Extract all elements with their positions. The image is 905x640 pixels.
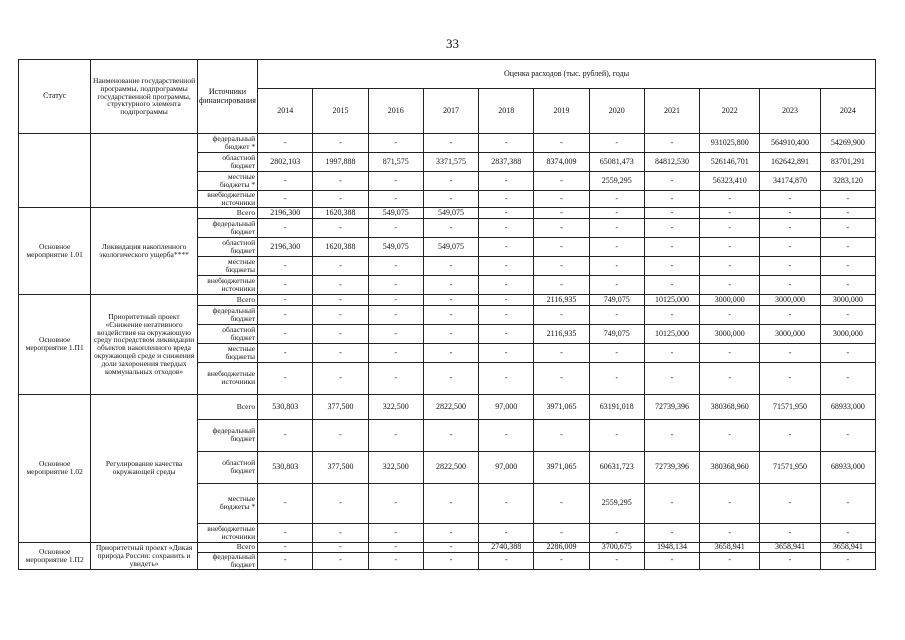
value-cell: - bbox=[534, 523, 589, 542]
row-name bbox=[91, 134, 197, 208]
value-cell: - bbox=[258, 134, 313, 153]
value-cell: - bbox=[700, 343, 760, 362]
value-cell: - bbox=[368, 343, 423, 362]
value-cell: 2196,300 bbox=[258, 207, 313, 218]
value-cell: 3971,065 bbox=[534, 394, 589, 419]
value-cell: - bbox=[258, 483, 313, 523]
row-source: федеральный бюджет bbox=[197, 218, 257, 237]
value-cell: 380368,960 bbox=[700, 451, 760, 483]
value-cell: - bbox=[760, 237, 820, 256]
row-source: областной бюджет bbox=[197, 237, 257, 256]
value-cell: - bbox=[820, 483, 875, 523]
value-cell: 8374,009 bbox=[534, 153, 589, 172]
value-cell: - bbox=[368, 275, 423, 294]
value-cell: - bbox=[644, 191, 699, 208]
value-cell: - bbox=[423, 523, 478, 542]
value-cell: - bbox=[313, 483, 368, 523]
value-cell: - bbox=[589, 523, 644, 542]
value-cell: - bbox=[423, 362, 478, 394]
value-cell: - bbox=[820, 218, 875, 237]
row-status: Основное мероприятие 1.01 bbox=[19, 207, 91, 294]
value-cell: - bbox=[589, 237, 644, 256]
value-cell: - bbox=[258, 552, 313, 569]
value-cell: 3000,000 bbox=[820, 324, 875, 343]
value-cell: - bbox=[313, 343, 368, 362]
value-cell: 2559,295 bbox=[589, 172, 644, 191]
row-source: местные бюджеты * bbox=[197, 172, 257, 191]
value-cell: - bbox=[760, 552, 820, 569]
row-source: федеральный бюджет bbox=[197, 305, 257, 324]
table-row bbox=[19, 207, 876, 218]
value-cell: - bbox=[644, 275, 699, 294]
header-year: 2023 bbox=[760, 89, 820, 134]
value-cell: - bbox=[423, 275, 478, 294]
value-cell: - bbox=[423, 172, 478, 191]
value-cell: - bbox=[368, 218, 423, 237]
value-cell: 526146,701 bbox=[700, 153, 760, 172]
value-cell: 2286,009 bbox=[534, 542, 589, 552]
row-name: Регулирование качества окружающей среды bbox=[91, 394, 197, 542]
value-cell: - bbox=[700, 419, 760, 451]
value-cell: - bbox=[313, 256, 368, 275]
value-cell: 68933,000 bbox=[820, 394, 875, 419]
value-cell: - bbox=[368, 542, 423, 552]
row-source: внебюджетные источники bbox=[197, 523, 257, 542]
value-cell: 54269,900 bbox=[820, 134, 875, 153]
value-cell: - bbox=[423, 305, 478, 324]
value-cell: - bbox=[820, 343, 875, 362]
value-cell: - bbox=[313, 218, 368, 237]
value-cell: - bbox=[313, 523, 368, 542]
value-cell: 63191,018 bbox=[589, 394, 644, 419]
row-source: федеральный бюджет * bbox=[197, 134, 257, 153]
value-cell: 84812,530 bbox=[644, 153, 699, 172]
value-cell: - bbox=[313, 542, 368, 552]
value-cell: - bbox=[820, 305, 875, 324]
value-cell: - bbox=[479, 324, 534, 343]
value-cell: - bbox=[479, 294, 534, 305]
value-cell: - bbox=[760, 483, 820, 523]
value-cell: - bbox=[589, 134, 644, 153]
value-cell: - bbox=[760, 218, 820, 237]
header-year: 2019 bbox=[534, 89, 589, 134]
value-cell: - bbox=[644, 343, 699, 362]
value-cell: - bbox=[534, 305, 589, 324]
header-name: Наименование государственной программы, подпрограммы государственной программы, структурного элемента подпрограммы bbox=[91, 60, 197, 134]
value-cell: 549,075 bbox=[423, 207, 478, 218]
value-cell: 3658,941 bbox=[760, 542, 820, 552]
value-cell: - bbox=[820, 523, 875, 542]
row-source: Всего bbox=[197, 294, 257, 305]
value-cell: - bbox=[589, 191, 644, 208]
row-source: местные бюджеты bbox=[197, 343, 257, 362]
value-cell: - bbox=[700, 218, 760, 237]
value-cell: 68933,000 bbox=[820, 451, 875, 483]
value-cell: 60631,723 bbox=[589, 451, 644, 483]
table-body bbox=[19, 134, 876, 570]
value-cell: 162642,891 bbox=[760, 153, 820, 172]
value-cell: - bbox=[589, 207, 644, 218]
value-cell: - bbox=[313, 294, 368, 305]
value-cell: - bbox=[760, 419, 820, 451]
value-cell: - bbox=[820, 256, 875, 275]
value-cell: - bbox=[313, 275, 368, 294]
header-sources: Источники финансирования bbox=[197, 60, 257, 134]
value-cell: 3000,000 bbox=[700, 324, 760, 343]
value-cell: - bbox=[258, 542, 313, 552]
value-cell: - bbox=[820, 419, 875, 451]
value-cell: - bbox=[760, 523, 820, 542]
value-cell: 1620,388 bbox=[313, 207, 368, 218]
header-year: 2024 bbox=[820, 89, 875, 134]
value-cell: - bbox=[479, 483, 534, 523]
value-cell: - bbox=[368, 419, 423, 451]
value-cell: - bbox=[313, 172, 368, 191]
value-cell: - bbox=[479, 523, 534, 542]
value-cell: - bbox=[258, 256, 313, 275]
value-cell: - bbox=[820, 275, 875, 294]
value-cell: - bbox=[534, 134, 589, 153]
value-cell: - bbox=[644, 218, 699, 237]
value-cell: 549,075 bbox=[368, 237, 423, 256]
value-cell: - bbox=[258, 218, 313, 237]
value-cell: 72739,396 bbox=[644, 451, 699, 483]
value-cell: - bbox=[700, 275, 760, 294]
value-cell: 10125,000 bbox=[644, 324, 699, 343]
value-cell: - bbox=[368, 362, 423, 394]
value-cell: - bbox=[423, 191, 478, 208]
value-cell: - bbox=[258, 362, 313, 394]
value-cell: - bbox=[258, 294, 313, 305]
row-source: Всего bbox=[197, 542, 257, 552]
value-cell: - bbox=[644, 134, 699, 153]
value-cell: - bbox=[700, 237, 760, 256]
value-cell: - bbox=[534, 237, 589, 256]
value-cell: - bbox=[644, 305, 699, 324]
value-cell: - bbox=[760, 362, 820, 394]
row-status: Основное мероприятие 1.П1 bbox=[19, 294, 91, 394]
value-cell: - bbox=[820, 552, 875, 569]
value-cell: - bbox=[368, 191, 423, 208]
value-cell: - bbox=[589, 362, 644, 394]
value-cell: - bbox=[534, 483, 589, 523]
value-cell: 34174,870 bbox=[760, 172, 820, 191]
value-cell: - bbox=[534, 191, 589, 208]
value-cell: - bbox=[479, 218, 534, 237]
value-cell: - bbox=[760, 256, 820, 275]
value-cell: - bbox=[368, 523, 423, 542]
row-source: областной бюджет bbox=[197, 451, 257, 483]
value-cell: 3971,065 bbox=[534, 451, 589, 483]
value-cell: - bbox=[589, 305, 644, 324]
value-cell: - bbox=[820, 207, 875, 218]
value-cell: - bbox=[313, 191, 368, 208]
value-cell: - bbox=[644, 172, 699, 191]
value-cell: - bbox=[589, 552, 644, 569]
value-cell: - bbox=[368, 483, 423, 523]
value-cell: - bbox=[479, 207, 534, 218]
value-cell: - bbox=[534, 172, 589, 191]
value-cell: - bbox=[589, 275, 644, 294]
value-cell: - bbox=[820, 191, 875, 208]
table-row bbox=[19, 134, 876, 153]
value-cell: 3283,120 bbox=[820, 172, 875, 191]
row-name: Приоритетный проект «Дикая природа России: сохранить и увидеть» bbox=[91, 542, 197, 569]
table-header bbox=[19, 60, 876, 134]
header-year: 2018 bbox=[479, 89, 534, 134]
value-cell: - bbox=[479, 362, 534, 394]
value-cell: - bbox=[423, 294, 478, 305]
value-cell: - bbox=[760, 275, 820, 294]
value-cell: 3658,941 bbox=[700, 542, 760, 552]
row-name: Ликвидация накопленного экологического ущерба**** bbox=[91, 207, 197, 294]
value-cell: - bbox=[258, 305, 313, 324]
value-cell: - bbox=[479, 275, 534, 294]
value-cell: 2822,500 bbox=[423, 394, 478, 419]
table-row bbox=[19, 542, 876, 552]
row-status: Основное мероприятие 1.П2 bbox=[19, 542, 91, 569]
value-cell: - bbox=[423, 483, 478, 523]
value-cell: - bbox=[534, 218, 589, 237]
value-cell: 1948,134 bbox=[644, 542, 699, 552]
value-cell: 97,000 bbox=[479, 451, 534, 483]
value-cell: 65081,473 bbox=[589, 153, 644, 172]
value-cell: 549,075 bbox=[368, 207, 423, 218]
row-source: федеральный бюджет bbox=[197, 419, 257, 451]
value-cell: 749,075 bbox=[589, 324, 644, 343]
header-estimate: Оценка расходов (тыс. рублей), годы bbox=[258, 60, 876, 89]
value-cell: 931025,800 bbox=[700, 134, 760, 153]
row-source: внебюджетные источники bbox=[197, 191, 257, 208]
value-cell: - bbox=[368, 134, 423, 153]
row-status bbox=[19, 134, 91, 208]
value-cell: - bbox=[589, 256, 644, 275]
value-cell: - bbox=[760, 191, 820, 208]
value-cell: 2196,300 bbox=[258, 237, 313, 256]
value-cell: 72739,396 bbox=[644, 394, 699, 419]
page-number: 33 bbox=[446, 36, 459, 51]
value-cell: 71571,950 bbox=[760, 394, 820, 419]
value-cell: - bbox=[760, 343, 820, 362]
value-cell: - bbox=[479, 256, 534, 275]
value-cell: 3000,000 bbox=[820, 294, 875, 305]
value-cell: 83701,291 bbox=[820, 153, 875, 172]
value-cell: - bbox=[423, 134, 478, 153]
header-year: 2020 bbox=[589, 89, 644, 134]
value-cell: - bbox=[479, 191, 534, 208]
header-year: 2022 bbox=[700, 89, 760, 134]
value-cell: 322,500 bbox=[368, 451, 423, 483]
value-cell: - bbox=[258, 172, 313, 191]
value-cell: - bbox=[700, 191, 760, 208]
value-cell: - bbox=[644, 419, 699, 451]
value-cell: - bbox=[258, 275, 313, 294]
header-status: Статус bbox=[19, 60, 91, 134]
header-year: 2017 bbox=[423, 89, 478, 134]
value-cell: 3000,000 bbox=[760, 324, 820, 343]
header-year: 2015 bbox=[313, 89, 368, 134]
row-name: Приоритетный проект «Снижение негативного воздействия на окружающую среду посредством ликвидации объектов накопленного вреда окружающей среде и снижения доли захоронения твердых коммунальных отходов» bbox=[91, 294, 197, 394]
value-cell: - bbox=[534, 419, 589, 451]
value-cell: - bbox=[368, 172, 423, 191]
header-year: 2021 bbox=[644, 89, 699, 134]
value-cell: 377,500 bbox=[313, 451, 368, 483]
value-cell: - bbox=[644, 362, 699, 394]
value-cell: - bbox=[258, 324, 313, 343]
value-cell: - bbox=[313, 134, 368, 153]
value-cell: - bbox=[534, 362, 589, 394]
value-cell: - bbox=[589, 419, 644, 451]
value-cell: - bbox=[644, 256, 699, 275]
value-cell: 380368,960 bbox=[700, 394, 760, 419]
row-source: внебюджетные источники bbox=[197, 362, 257, 394]
value-cell: - bbox=[258, 419, 313, 451]
row-source: местные бюджеты * bbox=[197, 483, 257, 523]
row-status: Основное мероприятие 1.02 bbox=[19, 394, 91, 542]
header-year: 2014 bbox=[258, 89, 313, 134]
value-cell: - bbox=[700, 362, 760, 394]
value-cell: - bbox=[313, 419, 368, 451]
value-cell: - bbox=[820, 237, 875, 256]
value-cell: - bbox=[368, 256, 423, 275]
value-cell: 2559,295 bbox=[589, 483, 644, 523]
row-source: внебюджетные источники bbox=[197, 275, 257, 294]
value-cell: - bbox=[534, 275, 589, 294]
row-source: областной бюджет bbox=[197, 324, 257, 343]
value-cell: 2837,388 bbox=[479, 153, 534, 172]
value-cell: - bbox=[423, 552, 478, 569]
value-cell: 2822,500 bbox=[423, 451, 478, 483]
value-cell: - bbox=[589, 218, 644, 237]
value-cell: 1997,888 bbox=[313, 153, 368, 172]
value-cell: - bbox=[258, 523, 313, 542]
value-cell: - bbox=[534, 552, 589, 569]
value-cell: 2116,935 bbox=[534, 294, 589, 305]
value-cell: - bbox=[700, 256, 760, 275]
value-cell: 549,075 bbox=[423, 237, 478, 256]
value-cell: - bbox=[534, 343, 589, 362]
value-cell: - bbox=[700, 305, 760, 324]
budget-table bbox=[18, 59, 876, 570]
value-cell: - bbox=[313, 552, 368, 569]
row-source: местные бюджеты bbox=[197, 256, 257, 275]
value-cell: 3000,000 bbox=[700, 294, 760, 305]
value-cell: 2740,388 bbox=[479, 542, 534, 552]
value-cell: 3700,675 bbox=[589, 542, 644, 552]
value-cell: - bbox=[423, 324, 478, 343]
value-cell: - bbox=[258, 191, 313, 208]
value-cell: 3371,575 bbox=[423, 153, 478, 172]
value-cell: - bbox=[479, 172, 534, 191]
value-cell: - bbox=[479, 237, 534, 256]
value-cell: - bbox=[313, 305, 368, 324]
value-cell: 564910,400 bbox=[760, 134, 820, 153]
value-cell: - bbox=[313, 362, 368, 394]
value-cell: - bbox=[700, 483, 760, 523]
value-cell: 530,803 bbox=[258, 394, 313, 419]
value-cell: 749,075 bbox=[589, 294, 644, 305]
value-cell: - bbox=[534, 256, 589, 275]
value-cell: - bbox=[534, 207, 589, 218]
value-cell: 97,000 bbox=[479, 394, 534, 419]
value-cell: 10125,000 bbox=[644, 294, 699, 305]
table-row bbox=[19, 394, 876, 419]
value-cell: - bbox=[644, 483, 699, 523]
value-cell: - bbox=[423, 218, 478, 237]
row-source: Всего bbox=[197, 394, 257, 419]
value-cell: - bbox=[258, 343, 313, 362]
table-row bbox=[19, 294, 876, 305]
value-cell: 377,500 bbox=[313, 394, 368, 419]
value-cell: 56323,410 bbox=[700, 172, 760, 191]
value-cell: 871,575 bbox=[368, 153, 423, 172]
value-cell: 1620,388 bbox=[313, 237, 368, 256]
value-cell: 3658,941 bbox=[820, 542, 875, 552]
value-cell: 3000,000 bbox=[760, 294, 820, 305]
value-cell: - bbox=[644, 552, 699, 569]
value-cell: - bbox=[589, 343, 644, 362]
value-cell: - bbox=[700, 207, 760, 218]
value-cell: - bbox=[423, 343, 478, 362]
header-year: 2016 bbox=[368, 89, 423, 134]
value-cell: - bbox=[368, 305, 423, 324]
value-cell: - bbox=[423, 542, 478, 552]
value-cell: - bbox=[760, 207, 820, 218]
value-cell: - bbox=[479, 552, 534, 569]
value-cell: - bbox=[760, 305, 820, 324]
row-source: федеральный бюджет bbox=[197, 552, 257, 569]
value-cell: - bbox=[368, 552, 423, 569]
value-cell: 322,500 bbox=[368, 394, 423, 419]
value-cell: - bbox=[644, 237, 699, 256]
value-cell: - bbox=[423, 256, 478, 275]
value-cell: - bbox=[368, 294, 423, 305]
value-cell: 530,803 bbox=[258, 451, 313, 483]
value-cell: - bbox=[479, 305, 534, 324]
value-cell: - bbox=[423, 419, 478, 451]
value-cell: - bbox=[820, 362, 875, 394]
value-cell: - bbox=[479, 419, 534, 451]
value-cell: - bbox=[700, 552, 760, 569]
value-cell: - bbox=[644, 523, 699, 542]
value-cell: - bbox=[700, 523, 760, 542]
value-cell: - bbox=[479, 343, 534, 362]
value-cell: - bbox=[368, 324, 423, 343]
value-cell: - bbox=[313, 324, 368, 343]
value-cell: - bbox=[479, 134, 534, 153]
value-cell: 71571,950 bbox=[760, 451, 820, 483]
value-cell: 2802,103 bbox=[258, 153, 313, 172]
value-cell: 2116,935 bbox=[534, 324, 589, 343]
row-source: областной бюджет bbox=[197, 153, 257, 172]
value-cell: - bbox=[644, 207, 699, 218]
row-source: Всего bbox=[197, 207, 257, 218]
